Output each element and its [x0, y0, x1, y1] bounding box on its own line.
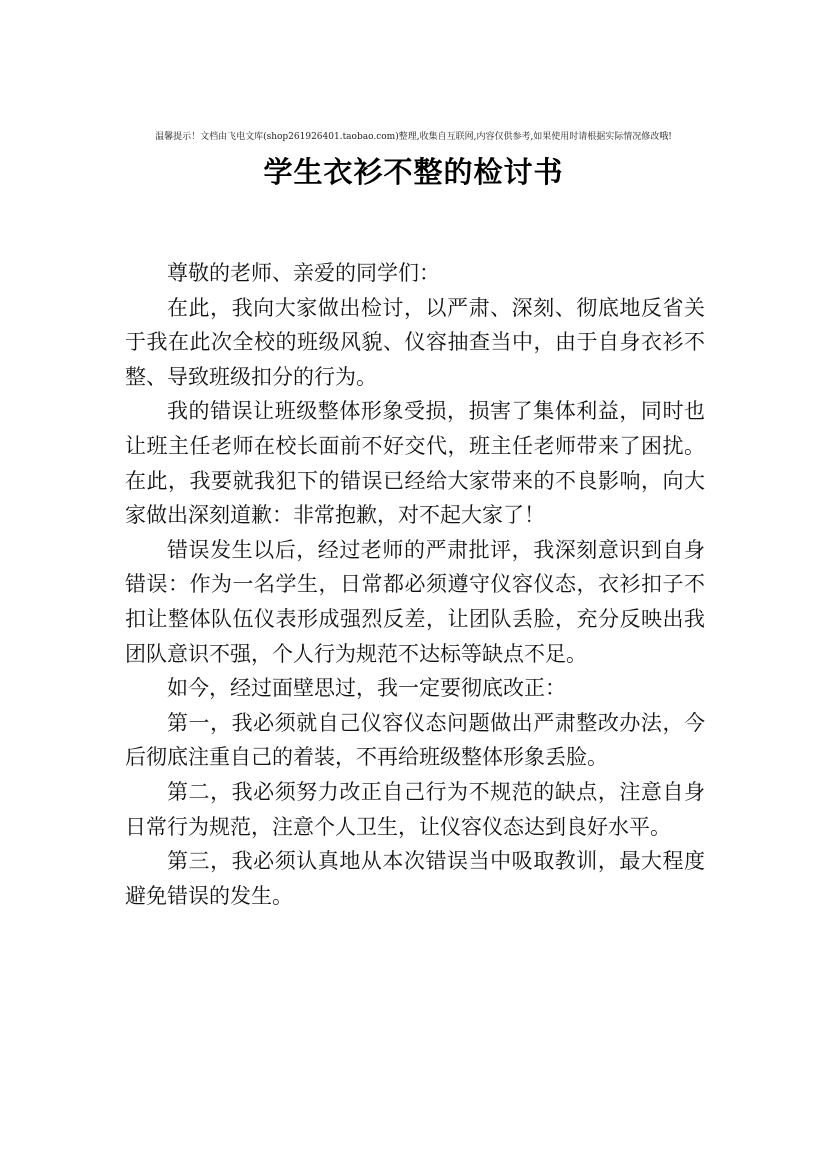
paragraph: 错误发生以后，经过老师的严肃批评，我深刻意识到自身错误：作为一名学生，日常都必须遵守仪容仪态，衣衫扣子不扣让整体队伍仪表形成强烈反差，让团队丢脸，充分反映出我团队意识不强，个人行为规范不达标等缺点不足。	[125, 537, 705, 666]
document-title: 学生衣衫不整的检讨书	[263, 155, 564, 189]
document-notice: 温馨提示！文档由飞电文库(shop261926401.taobao.com)整理,收集自互联网,内容仅供参考,如果使用时请根据实际情况修改哦!	[155, 132, 672, 142]
paragraph: 第三，我必须认真地从本次错误当中吸取教训，最大程度避免错误的发生。	[125, 849, 705, 908]
paragraph: 第一，我必须就自己仪容仪态问题做出严肃整改办法，今后彻底注重自己的着装，不再给班级整体形象丢脸。	[125, 710, 705, 770]
paragraph: 如今，经过面壁思过，我一定要彻底改正：	[167, 676, 566, 701]
paragraph: 第二，我必须努力改正自己行为不规范的缺点，注意自身日常行为规范，注意个人卫生，让仪容仪态达到良好水平。	[125, 779, 705, 839]
paragraph: 我的错误让班级整体形象受损，损害了集体利益，同时也让班主任老师在校长面前不好交代，班主任老师带来了困扰。在此，我要就我犯下的错误已经给大家带来的不良影响，向大家做出深刻道歉：非常抱歉，对不起大家了！	[125, 399, 705, 528]
document-body	[125, 256, 705, 913]
paragraph: 在此，我向大家做出检讨，以严肃、深刻、彻底地反省关于我在此次全校的班级风貌、仪容抽查当中，由于自身衣衫不整、导致班级扣分的行为。	[125, 295, 705, 389]
paragraph-salutation: 尊敬的老师、亲爱的同学们：	[167, 261, 440, 285]
